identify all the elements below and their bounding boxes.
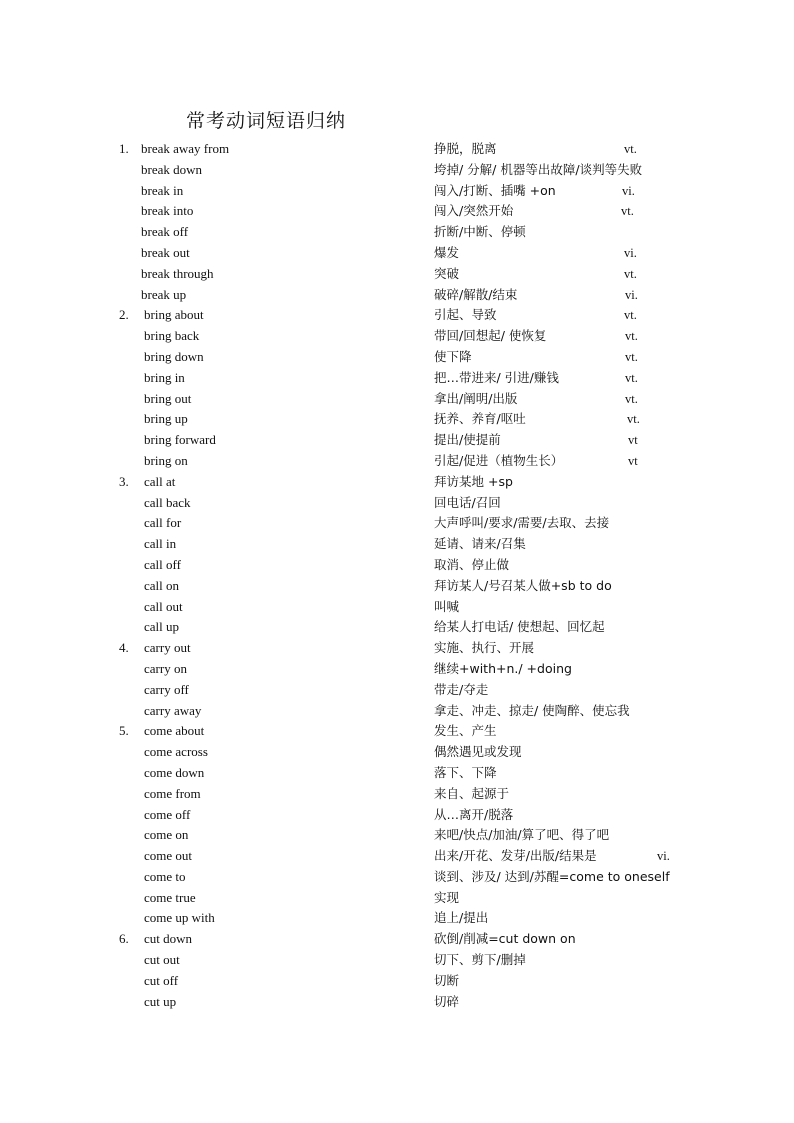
- page-title: 常考动词短语归纳: [186, 110, 347, 132]
- verb-phrase: bring up: [144, 411, 188, 427]
- phrase-row: [0, 846, 794, 867]
- phrase-row: [0, 971, 794, 992]
- phrase-meaning: 提出/使提前: [434, 432, 501, 448]
- phrase-meaning: 大声呼叫/要求/需要/去取、去接: [434, 515, 610, 531]
- verb-phrase: come off: [144, 806, 191, 822]
- verb-phrase: bring back: [144, 328, 200, 344]
- verb-phrase: come true: [144, 889, 196, 905]
- verb-phrase: come across: [144, 744, 208, 760]
- verb-phrase: bring out: [144, 390, 192, 406]
- phrase-meaning: 拿出/阐明/出版: [434, 390, 518, 406]
- phrase-row: [0, 721, 794, 742]
- phrase-row: [0, 472, 794, 493]
- part-of-speech: vi.: [657, 849, 670, 864]
- phrase-row: [0, 680, 794, 701]
- phrase-row: [0, 139, 794, 160]
- part-of-speech: vt.: [624, 308, 637, 323]
- phrase-row: [0, 534, 794, 555]
- phrase-row: [0, 597, 794, 618]
- item-number: 3.: [119, 473, 129, 489]
- part-of-speech: vt: [628, 433, 638, 448]
- phrase-meaning: 爆发: [434, 244, 460, 260]
- verb-phrase: bring in: [144, 369, 185, 385]
- part-of-speech: vi.: [624, 245, 637, 260]
- phrase-row: [0, 409, 794, 430]
- phrase-meaning: 落下、下降: [434, 764, 497, 780]
- part-of-speech: vt.: [621, 204, 634, 219]
- phrase-list: [0, 139, 794, 1012]
- part-of-speech: vt.: [625, 349, 638, 364]
- phrase-meaning: 延请、请来/召集: [434, 536, 526, 552]
- phrase-row: [0, 825, 794, 846]
- phrase-meaning: 取消、停止做: [434, 556, 510, 572]
- verb-phrase: cut off: [144, 972, 179, 988]
- verb-phrase: come from: [144, 785, 201, 801]
- verb-phrase: break out: [141, 244, 190, 260]
- verb-phrase: bring on: [144, 452, 188, 468]
- verb-phrase: come up with: [144, 910, 215, 926]
- verb-phrase: come out: [144, 848, 193, 864]
- item-number: 4.: [119, 640, 129, 656]
- phrase-meaning: 继续+with+n./ +doing: [434, 660, 572, 676]
- verb-phrase: break up: [141, 286, 187, 302]
- part-of-speech: vt.: [625, 329, 638, 344]
- phrase-row: [0, 243, 794, 264]
- phrase-meaning: 闯入/打断、插嘴 +on: [434, 182, 556, 198]
- phrase-row: [0, 368, 794, 389]
- phrase-meaning: 实现: [434, 889, 460, 905]
- part-of-speech: vt.: [624, 142, 637, 156]
- phrase-meaning: 出来/开花、发芽/出版/结果是: [434, 848, 597, 864]
- phrase-row: [0, 701, 794, 722]
- phrase-meaning: 抚养、养育/呕吐: [434, 411, 526, 427]
- phrase-meaning: 引起、导致: [434, 307, 497, 323]
- phrase-meaning: 追上/提出: [434, 910, 489, 926]
- phrase-row: [0, 493, 794, 514]
- verb-phrase: break through: [141, 265, 214, 281]
- phrase-row: [0, 389, 794, 410]
- verb-phrase: carry on: [144, 660, 187, 676]
- phrase-row: [0, 950, 794, 971]
- phrase-meaning: 给某人打电话/ 使想起、回忆起: [434, 619, 605, 635]
- verb-phrase: break off: [141, 224, 189, 240]
- item-number: 5.: [119, 723, 129, 739]
- phrase-meaning: 切断: [434, 972, 460, 988]
- phrase-row: [0, 888, 794, 909]
- phrase-row: [0, 326, 794, 347]
- verb-phrase: come about: [144, 723, 205, 739]
- phrase-row: [0, 929, 794, 950]
- phrase-meaning: 来吧/快点/加油/算了吧、得了吧: [434, 827, 610, 843]
- verb-phrase: carry out: [144, 640, 191, 656]
- phrase-meaning: 破碎/解散/结束: [434, 286, 518, 302]
- phrase-meaning: 实施、执行、开展: [434, 640, 535, 656]
- verb-phrase: carry off: [144, 681, 189, 697]
- verb-phrase: come down: [144, 764, 205, 780]
- phrase-meaning: 使下降: [434, 348, 472, 364]
- verb-phrase: call out: [144, 598, 183, 614]
- part-of-speech: vi.: [625, 287, 638, 302]
- phrase-meaning: 挣脱，脱离: [434, 141, 497, 156]
- phrase-row: [0, 285, 794, 306]
- phrase-meaning: 把…带进来/ 引进/赚钱: [434, 369, 559, 385]
- verb-phrase: cut down: [144, 931, 193, 947]
- verb-phrase: come on: [144, 827, 189, 843]
- verb-phrase: break in: [141, 182, 184, 198]
- phrase-meaning: 引起/促进（植物生长）: [434, 452, 564, 468]
- phrase-meaning: 拿走、冲走、掠走/ 使陶醉、使忘我: [434, 702, 630, 718]
- phrase-row: [0, 617, 794, 638]
- phrase-meaning: 切下、剪下/删掉: [434, 952, 526, 968]
- phrase-meaning: 偶然遇见或发现: [434, 744, 522, 760]
- phrase-meaning: 拜访某地 +sp: [434, 473, 513, 489]
- phrase-meaning: 拜访某人/号召某人做+sb to do: [434, 577, 612, 593]
- phrase-meaning: 回电话/召回: [434, 494, 501, 510]
- verb-phrase: bring about: [144, 307, 204, 323]
- verb-phrase: call on: [144, 577, 180, 593]
- part-of-speech: vi.: [622, 183, 635, 198]
- phrase-meaning: 垮掉/ 分解/ 机器等出故障/谈判等失败: [434, 161, 643, 177]
- phrase-row: [0, 430, 794, 451]
- verb-phrase: call at: [144, 473, 176, 489]
- phrase-meaning: 带回/回想起/ 使恢复: [434, 328, 547, 344]
- item-number: 2.: [119, 307, 129, 323]
- phrase-row: [0, 576, 794, 597]
- verb-phrase: cut out: [144, 952, 180, 968]
- part-of-speech: vt.: [624, 266, 637, 281]
- item-number: 6.: [119, 931, 129, 947]
- phrase-meaning: 发生、产生: [434, 723, 497, 739]
- part-of-speech: vt.: [625, 370, 638, 385]
- verb-phrase: bring forward: [144, 432, 216, 448]
- phrase-row: [0, 305, 794, 326]
- phrase-meaning: 谈到、涉及/ 达到/苏醒=come to oneself: [434, 868, 670, 884]
- phrase-row: [0, 451, 794, 472]
- phrase-row: [0, 742, 794, 763]
- verb-phrase: break away from: [141, 141, 230, 156]
- phrase-meaning: 切碎: [434, 993, 460, 1009]
- phrase-row: [0, 805, 794, 826]
- phrase-row: [0, 908, 794, 929]
- phrase-row: [0, 513, 794, 534]
- part-of-speech: vt: [628, 453, 638, 468]
- phrase-meaning: 折断/中断、停顿: [434, 224, 526, 240]
- phrase-row: [0, 264, 794, 285]
- phrase-row: [0, 347, 794, 368]
- verb-phrase: call for: [144, 515, 182, 531]
- phrase-row: [0, 867, 794, 888]
- phrase-row: [0, 181, 794, 202]
- phrase-row: [0, 659, 794, 680]
- phrase-meaning: 带走/夺走: [434, 681, 489, 697]
- verb-phrase: call in: [144, 536, 177, 552]
- verb-phrase: call back: [144, 494, 191, 510]
- verb-phrase: carry away: [144, 702, 202, 718]
- verb-phrase: break into: [141, 203, 194, 219]
- phrase-meaning: 从…离开/脱落: [434, 806, 514, 822]
- phrase-row: [0, 555, 794, 576]
- phrase-meaning: 突破: [434, 265, 460, 281]
- phrase-row: [0, 784, 794, 805]
- item-number: 1.: [119, 141, 129, 156]
- phrase-row: [0, 992, 794, 1013]
- part-of-speech: vt.: [625, 391, 638, 406]
- phrase-meaning: 来自、起源于: [434, 785, 510, 801]
- phrase-row: [0, 201, 794, 222]
- verb-phrase: break down: [141, 161, 203, 177]
- verb-phrase: call off: [144, 556, 181, 572]
- phrase-meaning: 闯入/突然开始: [434, 203, 514, 219]
- verb-phrase: call up: [144, 619, 180, 635]
- phrase-meaning: 砍倒/削减=cut down on: [434, 931, 576, 947]
- phrase-row: [0, 763, 794, 784]
- verb-phrase: come to: [144, 868, 186, 884]
- part-of-speech: vt.: [627, 412, 640, 427]
- verb-phrase: cut up: [144, 993, 177, 1009]
- phrase-row: [0, 160, 794, 181]
- phrase-row: [0, 222, 794, 243]
- verb-phrase: bring down: [144, 348, 204, 364]
- phrase-meaning: 叫喊: [434, 598, 460, 614]
- phrase-row: [0, 638, 794, 659]
